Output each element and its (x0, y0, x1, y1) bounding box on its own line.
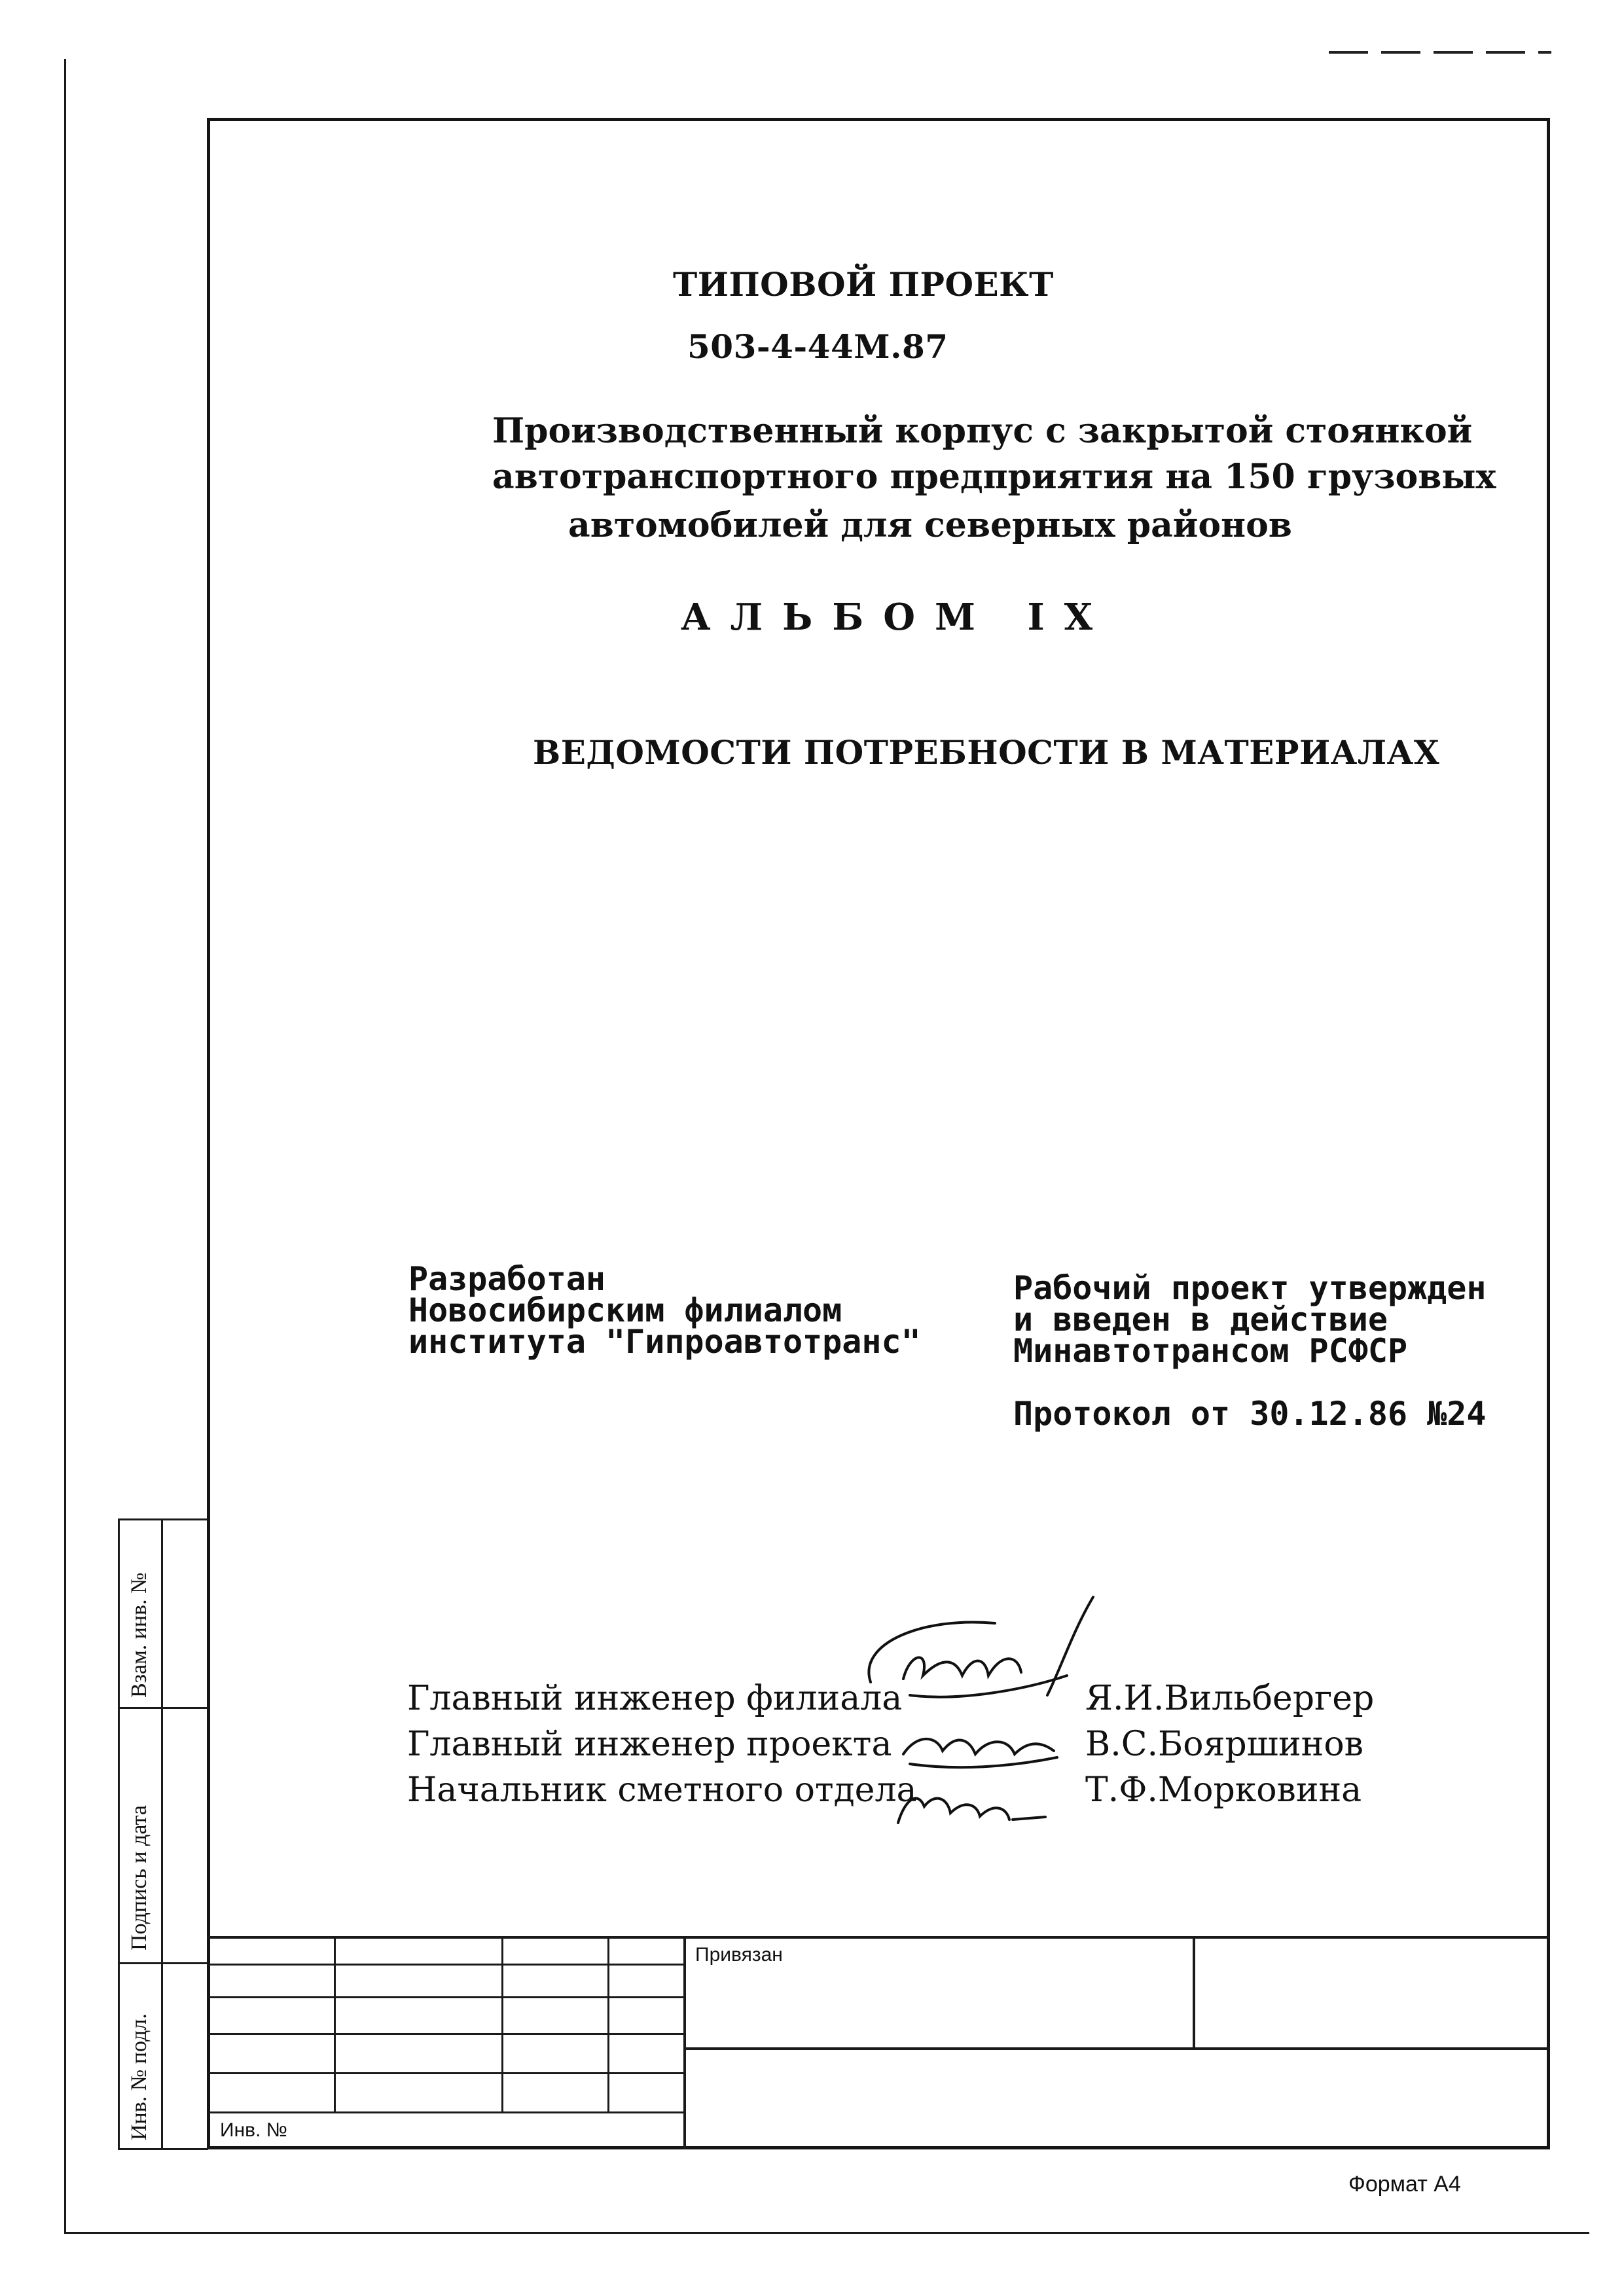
approval-line-3: Минавтотрансом РСФСР (1013, 1332, 1408, 1370)
stamp-privyazan-label: Привязан (695, 1944, 783, 1966)
handwritten-signature-3 (885, 1780, 1055, 1833)
handwritten-signature-2 (897, 1721, 1067, 1774)
side-label-podpis-data: Подпись и дата (127, 1805, 151, 1950)
left-margin-line (64, 59, 66, 2232)
developer-line-1: Разработан (408, 1260, 606, 1298)
side-strip-bottom-line (118, 2148, 208, 2150)
stamp-inv-label: Инв. № (220, 2119, 287, 2141)
stamp-grid-row-1 (207, 1964, 685, 1966)
stamp-main-divider (683, 1936, 686, 2149)
side-strip-row-1 (118, 1707, 208, 1709)
project-description-line-3: автомобилей для северных районов (568, 505, 1292, 545)
side-strip-mid-line (161, 1518, 163, 2149)
signature-role-3: Начальник сметного отдела (407, 1770, 917, 1810)
approval-line-2: и введен в действие (1013, 1301, 1388, 1338)
project-description-line-2: автотранспортного предприятия на 150 грузовых (492, 457, 1496, 497)
project-number: 503-4-44М.87 (687, 327, 948, 366)
developer-line-2: Новосибирским филиалом (408, 1291, 842, 1329)
approval-line-1: Рабочий проект утвержден (1013, 1269, 1487, 1307)
bottom-margin-line (64, 2232, 1589, 2234)
handwritten-signature-1 (831, 1590, 1106, 1721)
side-strip-row-2 (118, 1962, 208, 1964)
stamp-grid-col-2 (501, 1936, 503, 2113)
project-description-line-1: Производственный корпус с закрытой стоянкой (492, 411, 1473, 451)
side-strip-left-line (118, 1518, 120, 2149)
approval-block (1013, 1269, 1487, 1370)
format-label: Формат А4 (1348, 2172, 1461, 2197)
side-strip-top-line (118, 1518, 208, 1520)
side-label-inv-podl: Инв. № подл. (127, 2013, 151, 2140)
signature-name-3: Т.Ф.Морковина (1085, 1770, 1362, 1810)
stamp-grid-row-3 (207, 2033, 685, 2035)
stamp-grid-row-5 (207, 2111, 685, 2113)
stamp-top-line (207, 1936, 1550, 1939)
stamp-grid-col-1 (334, 1936, 336, 2113)
signature-role-1: Главный инженер филиала (407, 1679, 903, 1718)
developer-block (408, 1260, 921, 1361)
signature-name-2: В.С.Бояршинов (1085, 1725, 1363, 1764)
developer-line-3: института "Гипроавтотранс" (408, 1323, 921, 1361)
top-dash-mark (1329, 51, 1551, 54)
side-label-vzam-inv: Взам. инв. № (127, 1572, 151, 1698)
signature-names (1085, 1676, 1374, 1813)
stamp-grid-col-3 (607, 1936, 609, 2113)
project-type: ТИПОВОЙ ПРОЕКТ (673, 265, 1054, 304)
stamp-mid-line (685, 2047, 1550, 2050)
stamp-right-divider (1193, 1936, 1195, 2049)
stamp-grid-row-2 (207, 1996, 685, 1998)
album-number: АЛЬБОМ IX (681, 596, 1113, 639)
album-subject: ВЕДОМОСТИ ПОТРЕБНОСТИ В МАТЕРИАЛАХ (533, 733, 1440, 772)
approval-protocol: Протокол от 30.12.86 №24 (1013, 1395, 1487, 1433)
signature-name-1: Я.И.Вильбергер (1085, 1679, 1375, 1718)
signature-role-2: Главный инженер проекта (407, 1725, 892, 1764)
stamp-grid-row-4 (207, 2072, 685, 2074)
